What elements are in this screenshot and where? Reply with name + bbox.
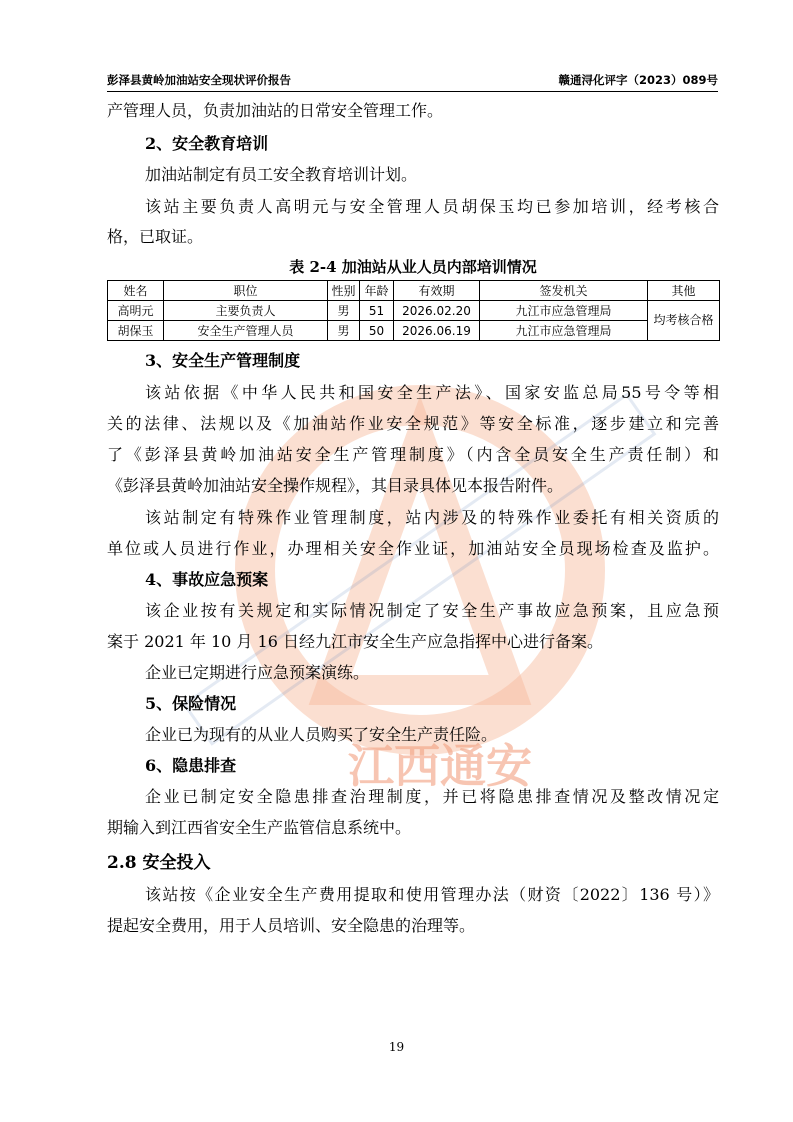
paragraph-line: 提起安全费用，用于人员培训、安全隐患的治理等。: [107, 916, 476, 935]
table-caption: 表 2-4 加油站从业人员内部培训情况: [289, 258, 537, 276]
cell-gender: 男: [328, 321, 360, 341]
paragraph-line: 该站主要负责人高明元与安全管理人员胡保玉均已参加培训，经考核合: [145, 197, 719, 216]
cell-issuer: 九江市应急管理局: [480, 301, 648, 321]
cell-name: 高明元: [108, 301, 164, 321]
header-report-number: 赣通浔化评字（2023）089号: [558, 73, 718, 87]
cell-other-merged: 均考核合格: [648, 301, 720, 341]
paragraph-line: 《彭泽县黄岭加油站安全操作规程》，其目录具体见本报告附件。: [107, 476, 564, 495]
cell-issuer: 九江市应急管理局: [480, 321, 648, 341]
paragraph-line: 期输入到江西省安全生产监管信息系统中。: [107, 818, 412, 837]
col-header-position: 职位: [164, 281, 328, 301]
paragraph-line: 企业已制定安全隐患排查治理制度，并已将隐患排查情况及整改情况定: [145, 787, 719, 806]
section-heading-hazard: 6、隐患排查: [145, 756, 237, 775]
cell-age: 50: [360, 321, 394, 341]
page-header: [107, 66, 718, 92]
paragraph-line: 了《彭泽县黄岭加油站安全生产管理制度》（内含全员安全生产责任制）和: [107, 445, 719, 464]
paragraph-line: 关的法律、法规以及《加油站作业安全规范》等安全标准，逐步建立和完善: [107, 414, 719, 433]
section-heading-training: 2、安全教育培训: [145, 134, 269, 153]
training-table: [107, 280, 720, 341]
paragraph-line: 加油站制定有员工安全教育培训计划。: [145, 165, 418, 184]
paragraph-line: 该站按《企业安全生产费用提取和使用管理办法（财资〔2022〕136 号）》: [145, 885, 719, 904]
paragraph-line: 格，已取证。: [107, 227, 204, 246]
table-row: [108, 321, 720, 341]
section-heading-investment: 2.8 安全投入: [107, 853, 211, 873]
col-header-name: 姓名: [108, 281, 164, 301]
paragraph-line: 企业已定期进行应急预案演练。: [145, 663, 370, 682]
col-header-age: 年龄: [360, 281, 394, 301]
header-report-title: 彭泽县黄岭加油站安全现状评价报告: [107, 73, 291, 87]
paragraph-line: 企业已为现有的从业人员购买了安全生产责任险。: [145, 725, 498, 744]
cell-validity: 2026.06.19: [394, 321, 480, 341]
paragraph-line: 该站依据《中华人民共和国安全生产法》、国家安监总局55号令等相: [145, 383, 719, 402]
cell-position: 安全生产管理人员: [164, 321, 328, 341]
paragraph-line: 案于 2021 年 10 月 16 日经九江市安全生产应急指挥中心进行备案。: [107, 632, 603, 651]
watermark-text: 江西通安: [348, 739, 532, 793]
cell-age: 51: [360, 301, 394, 321]
paragraph-line: 该企业按有关规定和实际情况制定了安全生产事故应急预案，且应急预: [145, 601, 719, 620]
col-header-gender: 性别: [328, 281, 360, 301]
col-header-issuer: 签发机关: [480, 281, 648, 301]
col-header-other: 其他: [648, 281, 720, 301]
page-number: 19: [388, 1040, 405, 1054]
table-row: [108, 301, 720, 321]
section-heading-system: 3、安全生产管理制度: [145, 351, 301, 370]
col-header-validity: 有效期: [394, 281, 480, 301]
table-header-row: [108, 281, 720, 301]
section-heading-emergency: 4、事故应急预案: [145, 570, 269, 589]
cell-position: 主要负责人: [164, 301, 328, 321]
cell-validity: 2026.02.20: [394, 301, 480, 321]
cell-name: 胡保玉: [108, 321, 164, 341]
paragraph-line: 产管理人员，负责加油站的日常安全管理工作。: [107, 101, 444, 120]
paragraph-line: 该站制定有特殊作业管理制度，站内涉及的特殊作业委托有相关资质的: [145, 508, 719, 527]
section-heading-insurance: 5、保险情况: [145, 694, 237, 713]
cell-gender: 男: [328, 301, 360, 321]
paragraph-line: 单位或人员进行作业，办理相关安全作业证，加油站安全员现场检查及监护。: [107, 539, 719, 558]
